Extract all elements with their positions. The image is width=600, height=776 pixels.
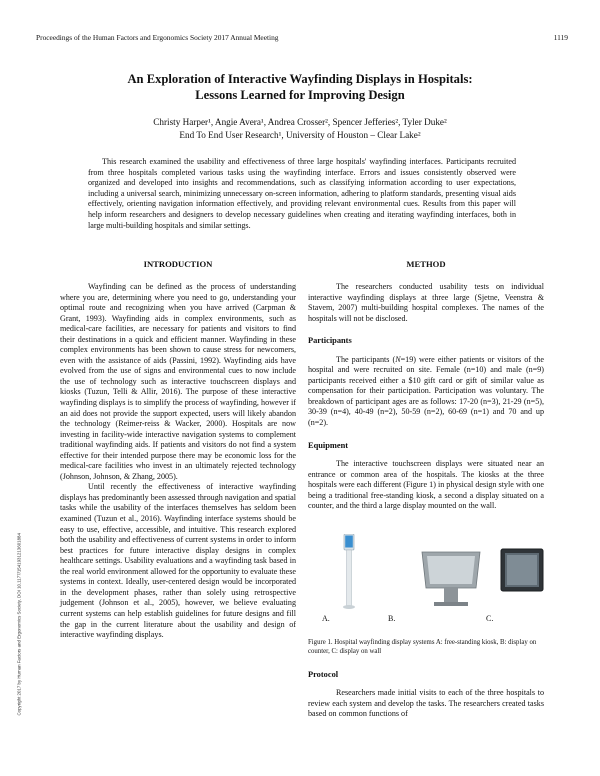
equipment-paragraph: The interactive touchscreen displays were situated near an entrance or common area of the hospitals. The kiosks at the three hospitals were each different (Figure 1) in physical design style with one being a traditional free-standing kiosk, a second a display situated on a counter, and the third a large display mounted on the wall. (308, 459, 544, 511)
method-heading: METHOD (406, 259, 446, 269)
participants-paragraph (308, 355, 544, 429)
counter-display-image (416, 548, 486, 608)
page-number: 1119 (553, 33, 568, 42)
introduction-paragraph-2: Until recently the effectiveness of interactive wayfinding displays has predominantly been assessed through navigation and spatial tasks while the usability of the interfaces themselves has seldom been examined (Tuzun et al., 2016). Wayfinding interface systems should be easy to use, effective, accessible, and intuitive. This research explored both the usability and effectiveness of current systems in order to inform best practices for future interactive display designs in complex healthcare settings. Usability evaluations and a wayfinding task based in the real world environment allowed for the opportunity to evaluate these systems in context. Ideally, user-centered design would be incorporated in the development phases, rather than solely using retrospective judgement (Johnson et al., 2005), however, we believe evaluating current systems can help establish guidelines for future designs and fill the gap in the current literature about the usability and design of interactive wayfinding displays. (60, 482, 296, 640)
journal-name: Proceedings of the Human Factors and Ergonomics Society 2017 Annual Meeting (36, 33, 279, 42)
author-affiliations: End To End User Research¹, University of Houston – Clear Lake² (179, 129, 421, 140)
introduction-paragraph-1: Wayfinding can be defined as the process of understanding where you are, determining where you need to go, understanding your optimal route and recognizing when you have arrived (Carpman & Grant, 1993). Wayfinding aids in complex environments, such as medical-care facilities, are necessary for patients and visitors to find their destinations in a quick and efficient manner. Wayfinding in these complex environments has been shown to cause stress for newcomers, even with the assistance of aids (Passini, 1992). Wayfinding aids have evolved from the use of signs and environmental cues to now include the use of technology such as interactive touchscreen displays and kiosks (Tuzun, Telli & Allir, 2016). The purpose of these interactive wayfinding displays is to simplify the process of wayfinding, however if an aid does not provide the support expected, users will likely abandon the technology (Reimer-reiss & Wacker, 2000). Hospitals are now investing in facility-wide interactive navigation systems to complement traditional wayfinding aids. If patients and visitors do not find a system effective for their intended purpose there may be economic loss for the medical-care facilities who invest in an ultimately rejected technology (Johnson, Johnson, & Zhang, 2005). (60, 282, 296, 481)
equipment-heading: Equipment (308, 440, 349, 450)
figure-label-a: A. (322, 613, 330, 623)
abstract-text: This research examined the usability and effectiveness of three large hospitals' wayfinding interfaces. Participants recruited from three hospitals completed various tasks using the wayfinding interface. Errors and issues consistently observed were organized and developed into insights and recommendations, such as classifying information according to user expectations, including a universal search, minimizing unnecessary on-screen information, adhering to platform standards, presenting visual aids effectively, orienting navigation information effectively, and providing relevant environmental cues. Results from this paper will help inform researchers and designers to develop necessary guidelines when creating and iterating wayfinding interfaces, both in large multi-building hospitals and similar settings. (88, 157, 516, 230)
right-column (308, 259, 544, 720)
author-names: Christy Harper¹, Angie Avera¹, Andrea Crosser², Spencer Jefferies², Tyler Duke² (153, 117, 447, 127)
method-paragraph: The researchers conducted usability tests on individual interactive wayfinding displays at three large (Sjetne, Veenstra & Stavem, 2007) multi-building hospital complexes. The names of the hospitals will not be disclosed. (308, 282, 544, 323)
figure-label-c: C. (486, 613, 494, 623)
participants-n-symbol: N (395, 354, 401, 364)
participants-heading: Participants (308, 336, 352, 346)
free-standing-kiosk-image (342, 534, 356, 610)
introduction-heading: INTRODUCTION (143, 259, 213, 269)
protocol-paragraph: Researchers made initial visits to each of the three hospitals to review each system and develop the tasks. The researchers created tasks based on common functions of (308, 688, 544, 719)
wall-display-image (500, 548, 544, 592)
running-header (36, 33, 568, 45)
copyright-text: Copyright 2017 by Human Factors and Ergonomics Society. DOI 10.1177/1541931213601884 (16, 533, 22, 716)
participants-text-rest: =19) were either patients or visitors of the hospital and were recruited on site. Female (n=10) and male (n=9) participants received either a $10 gift card or gift of similar value as compensation for their participation. Participation was voluntary. The breakdown of participant ages are as follows: 17-20 (n=3), 21-29 (n=5), 30-39 (n=4), 40-49 (n=2), 50-59 (n=2), 60-69 (n=1) and 70 and up (n=2). (308, 354, 544, 428)
figure-caption: Figure 1. Hospital wayfinding display systems A: free-standing kiosk, B: display on counter, C: display on wall (308, 638, 537, 655)
participants-text-start: The participants ( (336, 354, 396, 364)
left-column (60, 259, 296, 641)
paper-title (40, 71, 560, 103)
abstract (88, 157, 516, 231)
protocol-heading: Protocol (308, 669, 339, 679)
figure-1 (308, 526, 544, 636)
title-line-2: Lessons Learned for Improving Design (195, 88, 405, 102)
figure-label-b: B. (388, 613, 396, 623)
title-line-1: An Exploration of Interactive Wayfinding Displays in Hospitals: (127, 72, 473, 86)
author-block (40, 116, 560, 141)
copyright-sidebar (14, 488, 22, 718)
